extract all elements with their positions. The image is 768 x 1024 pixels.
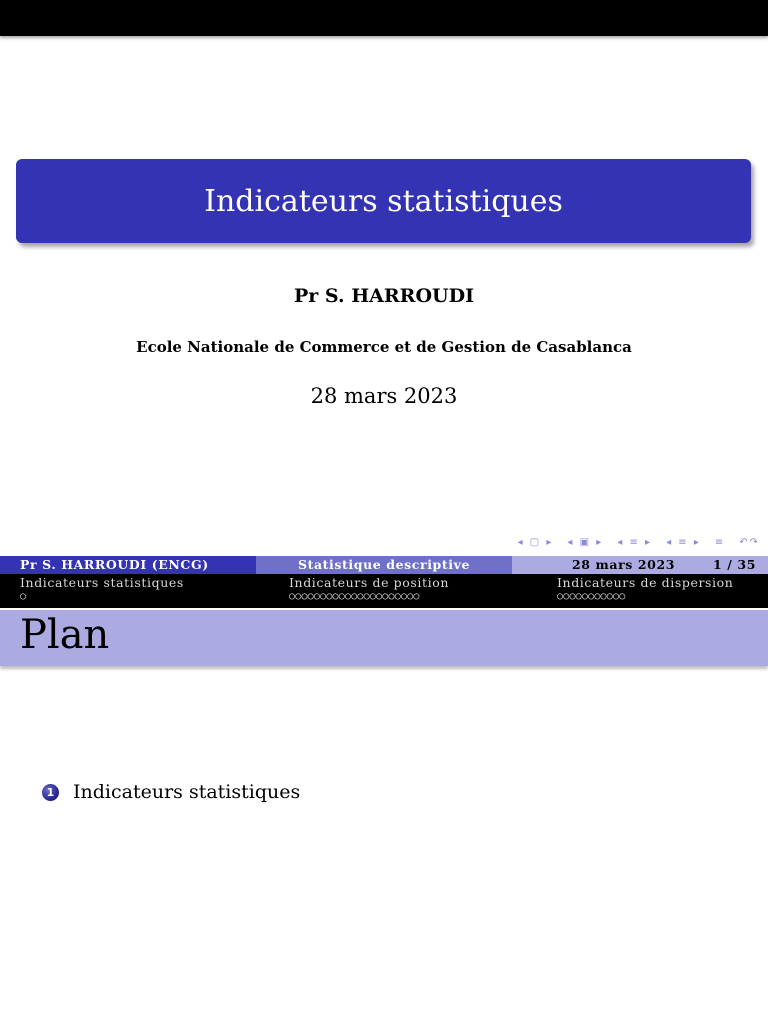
section-indicateurs-position[interactable] xyxy=(289,575,449,603)
section-name[interactable]: Indicateurs de position xyxy=(289,575,449,590)
section-navigation-bar xyxy=(0,574,768,608)
slide-title: Indicateurs statistiques xyxy=(204,183,563,219)
nav-search-back-icon[interactable]: ↶↷ xyxy=(739,537,760,548)
section-frame-dots[interactable]: ○ xyxy=(20,591,27,602)
nav-appendix-icon[interactable]: ≡ xyxy=(714,537,726,548)
footline-author: Pr S. HARROUDI (ENCG) xyxy=(0,556,256,574)
navigation-symbols[interactable] xyxy=(518,537,760,548)
footline-page-number: 1 / 35 xyxy=(713,557,756,572)
footline-title: Statistique descriptive xyxy=(256,556,512,574)
section-indicateurs-statistiques[interactable] xyxy=(20,575,184,603)
section-name[interactable]: Indicateurs statistiques xyxy=(20,575,184,590)
nav-frame-icon[interactable]: ◂ ▢ ▸ xyxy=(517,537,554,548)
nav-subsection-icon[interactable]: ◂ ▣ ▸ xyxy=(567,537,604,548)
section-frame-dots[interactable]: ○○○○○○○○○○○○○○○○○○○○○ xyxy=(289,591,420,602)
footline-date-page xyxy=(512,556,768,574)
institute: Ecole Nationale de Commerce et de Gestion de Casablanca xyxy=(136,338,632,356)
section-frame-dots[interactable]: ○○○○○○○○○○○ xyxy=(557,591,626,602)
section-name[interactable]: Indicateurs de dispersion xyxy=(557,575,734,590)
nav-section-icon[interactable]: ◂ ≡ ▸ xyxy=(617,537,653,548)
presentation-date: 28 mars 2023 xyxy=(310,384,458,408)
toc-item-label[interactable]: Indicateurs statistiques xyxy=(73,781,301,803)
top-headline-bar xyxy=(0,0,768,36)
author: Pr S. HARROUDI xyxy=(294,285,474,307)
nav-document-icon[interactable]: ◂ ≡ ▸ xyxy=(666,537,701,548)
section-indicateurs-dispersion[interactable] xyxy=(557,575,733,603)
title-block xyxy=(16,159,751,243)
footline xyxy=(0,556,768,574)
numbered-ball-icon: 1 xyxy=(42,784,59,801)
frame-title: Plan xyxy=(20,612,110,658)
toc-item[interactable] xyxy=(42,781,300,803)
footline-date: 28 mars 2023 xyxy=(572,557,676,572)
frame-title-bar xyxy=(0,610,768,666)
